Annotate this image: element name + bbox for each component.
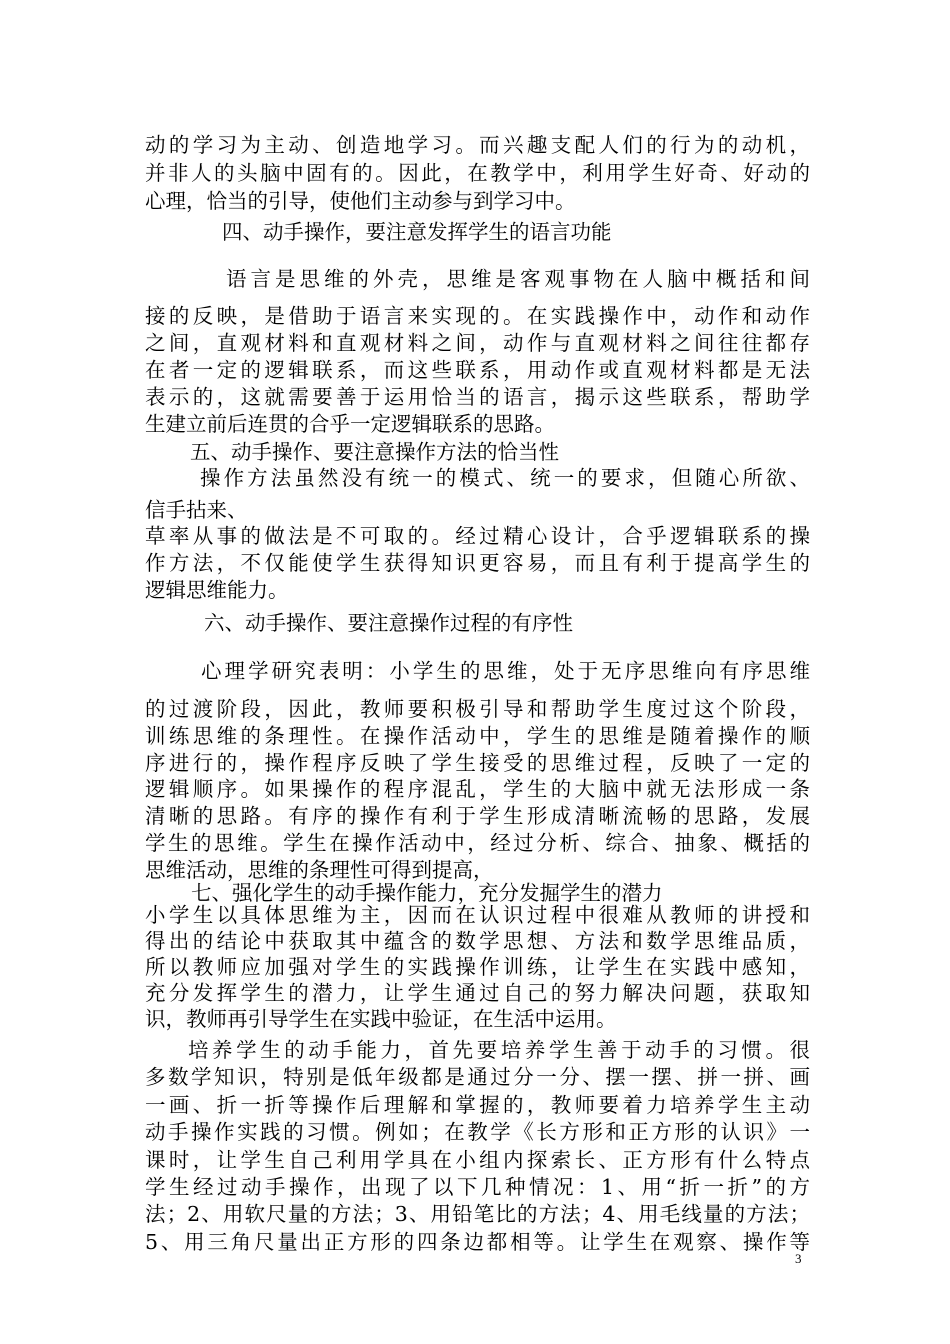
- text-line: 接的反映，是借助于语言来实现的。在实践操作中，动作和动作: [145, 304, 810, 328]
- text-line: 得出的结论中获取其中蕴含的数学思想、方法和数学思维品质，: [145, 929, 810, 953]
- section-heading: 七、强化学生的动手操作能力，充分发掘学生的潜力: [191, 881, 663, 905]
- text-line: 清晰的思路。有序的操作有利于学生形成清晰流畅的思路，发展: [145, 804, 810, 828]
- text-line: 序进行的，操作程序反映了学生接受的思维过程，反映了一定的: [145, 751, 810, 775]
- text-line: 的过渡阶段，因此，教师要积极引导和帮助学生度过这个阶段，: [145, 697, 810, 721]
- text-line: 识，教师再引导学生在实践中验证，在生活中运用。: [145, 1007, 617, 1031]
- text-line: 表示的，这就需要善于运用恰当的语言，揭示这些联系，帮助学: [145, 385, 810, 409]
- text-line: 课时，让学生自己利用学具在小组内探索长、正方形有什么特点: [145, 1148, 810, 1172]
- text-line: 法；2、用软尺量的方法；3、用铅笔比的方法；4、用毛线量的方法；: [145, 1202, 810, 1226]
- section-heading: 四、动手操作，要注意发挥学生的语言功能: [222, 220, 612, 244]
- text-line: 作方法，不仅能使学生获得知识更容易，而且有利于提高学生的: [145, 551, 810, 575]
- text-line: 培养学生的动手能力，首先要培养学生善于动手的习惯。很: [188, 1038, 810, 1062]
- text-line: 动手操作实践的习惯。例如；在教学《长方形和正方形的认识》一: [145, 1120, 810, 1144]
- text-line: 心理，恰当的引导，使他们主动参与到学习中。: [145, 189, 576, 213]
- text-line: 逻辑思维能力。: [145, 578, 289, 602]
- text-line: 逻辑顺序。如果操作的程序混乱，学生的大脑中就无法形成一条: [145, 777, 810, 801]
- text-line: 语言是思维的外壳，思维是客观事物在人脑中概括和间: [226, 267, 810, 291]
- text-line: 5、用三角尺量出正方形的四条边都相等。让学生在观察、操作等: [145, 1230, 810, 1254]
- text-line: 在者一定的逻辑联系，而这些联系，用动作或直观材料都是无法: [145, 358, 810, 382]
- text-line: 信手拈来、: [145, 498, 248, 522]
- text-line: 动的学习为主动、创造地学习。而兴趣支配人们的行为的动机，: [145, 133, 810, 157]
- text-line: 小学生以具体思维为主，因而在认识过程中很难从教师的讲授和: [145, 903, 810, 927]
- section-heading: 六、动手操作、要注意操作过程的有序性: [204, 611, 573, 635]
- text-line: 心理学研究表明：小学生的思维，处于无序思维向有序思维: [201, 659, 810, 683]
- text-line: 操作方法虽然没有统一的模式、统一的要求，但随心所欲、: [200, 466, 810, 490]
- text-line: 思维活动，思维的条理性可得到提高，: [145, 858, 494, 882]
- text-line: 学生经过动手操作，出现了以下几种情况：1、用“折一折”的方: [145, 1175, 810, 1199]
- text-line: 充分发挥学生的潜力，让学生通过自己的努力解决问题，获取知: [145, 981, 810, 1005]
- text-line: 草率从事的做法是不可取的。经过精心设计，合乎逻辑联系的操: [145, 524, 810, 548]
- text-line: 生建立前后连贯的合乎一定逻辑联系的思路。: [145, 412, 555, 436]
- text-line: 所以教师应加强对学生的实践操作训练，让学生在实践中感知，: [145, 955, 810, 979]
- text-line: 学生的思维。学生在操作活动中，经过分析、综合、抽象、概括的: [145, 831, 810, 855]
- section-heading: 五、动手操作、要注意操作方法的恰当性: [190, 440, 559, 464]
- page-number: 3: [795, 1251, 802, 1266]
- text-line: 多数学知识，特别是低年级都是通过分一分、摆一摆、拼一拼、画: [145, 1065, 810, 1089]
- text-line: 并非人的头脑中固有的。因此，在教学中，利用学生好奇、好动的: [145, 161, 810, 185]
- text-line: 训练思维的条理性。在操作活动中，学生的思维是随着操作的顺: [145, 724, 810, 748]
- text-line: 一画、折一折等操作后理解和掌握的，教师要着力培养学生主动: [145, 1093, 810, 1117]
- text-line: 之间，直观材料和直观材料之间，动作与直观材料之间往往都存: [145, 331, 810, 355]
